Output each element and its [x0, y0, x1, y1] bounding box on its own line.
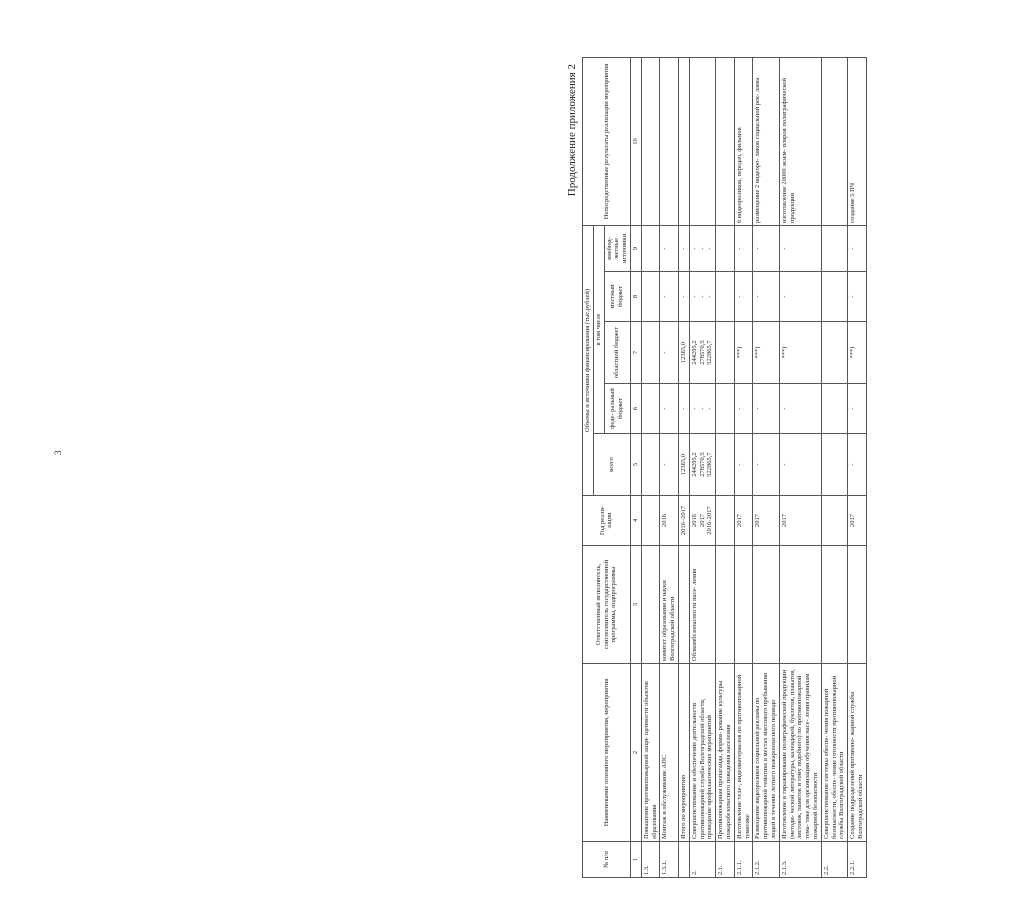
cell-total-line: - — [661, 463, 669, 466]
cell-num: 2.1.2. — [753, 842, 779, 878]
cell-federal — [821, 384, 847, 434]
cell-local — [753, 272, 779, 322]
cell-year — [821, 496, 847, 546]
cell-federal-line: - — [698, 407, 706, 410]
cell-num: 1.3.1. — [660, 842, 679, 878]
column-number: 10 — [630, 57, 641, 225]
cell-result: размещение 2 видеоро- ликов социальной рек- ламы — [753, 57, 779, 225]
program-table — [582, 57, 867, 878]
cell-year — [753, 496, 779, 546]
cell-regional — [734, 322, 753, 384]
cell-year-line: 2016 — [690, 514, 698, 527]
cell-federal — [753, 384, 779, 434]
cell-name: Монтаж и обслуживание АПС — [660, 664, 679, 842]
cell-year-line: 2017 — [849, 514, 857, 527]
cell-regional — [641, 322, 660, 384]
cell-federal-line: - — [690, 407, 698, 410]
cell-local — [716, 272, 735, 322]
cell-name: Изготовление и тиражирование полиграфической продукции (методи- ческой литературы, календарей, буклетов, плакатов, листовок, памяток и тому подобного) по противопожарной тема- тике для организации обучения насе- ления правилам пожарной безопасности — [779, 664, 821, 842]
table-row — [689, 57, 715, 877]
cell-local-line: - — [698, 295, 706, 298]
cell-executor — [678, 546, 689, 664]
cell-year-line: 2016-2017 — [706, 506, 714, 535]
table-row — [821, 57, 847, 877]
cell-regional-line: ***) — [754, 346, 762, 359]
header-executor: Ответственный исполнитель, соисполнитель государственной программы, подпрограммы — [583, 546, 631, 664]
cell-name: Итого по мероприятию — [678, 664, 689, 842]
cell-executor — [779, 546, 821, 664]
cell-local — [821, 272, 847, 322]
cell-regional — [716, 322, 735, 384]
header-funding: Объемы и источники финансирования (тыс.рублей) — [583, 225, 594, 495]
header-num: № п/п — [583, 842, 631, 878]
header-name: Наименование основного мероприятия, мероприятия — [583, 664, 631, 842]
cell-offbudget — [716, 225, 735, 271]
cell-total — [716, 434, 735, 496]
cell-year — [848, 496, 867, 546]
cell-offbudget-line: - — [690, 247, 698, 250]
cell-executor — [753, 546, 779, 664]
cell-total — [848, 434, 867, 496]
cell-num: 1.3. — [641, 842, 660, 878]
cell-executor: комитет образования и науки Волгоградской области — [660, 546, 679, 664]
cell-local-line: - — [780, 295, 788, 298]
cell-federal — [641, 384, 660, 434]
cell-offbudget-line: - — [706, 247, 714, 250]
cell-local-line: - — [735, 295, 743, 298]
cell-local — [689, 272, 715, 322]
cell-result — [716, 57, 735, 225]
cell-regional — [821, 322, 847, 384]
cell-total-line: 522865,7 — [706, 452, 714, 477]
cell-executor — [848, 546, 867, 664]
header-year: Год реали- зации — [583, 496, 631, 546]
cell-result — [678, 57, 689, 225]
cell-regional — [848, 322, 867, 384]
column-number: 8 — [630, 272, 641, 322]
cell-local-line: - — [754, 295, 762, 298]
cell-federal — [689, 384, 715, 434]
cell-result: изготовление 20000 экзем- пляров полиграфической продукции — [779, 57, 821, 225]
cell-result: 6 видеороликов, передач, фильмов — [734, 57, 753, 225]
cell-federal — [848, 384, 867, 434]
cell-regional — [660, 322, 679, 384]
cell-regional-line: ***) — [780, 346, 788, 359]
cell-name: Совершенствование и обеспечение деятельности противопожарной службы Волгоградской области, проведение профилактических мероприятий — [689, 664, 715, 842]
table-row — [660, 57, 679, 877]
cell-year-line: 2017 — [754, 514, 762, 527]
cell-total — [660, 434, 679, 496]
header-offbudget: внебюд- жетные источники — [604, 225, 630, 271]
cell-local — [779, 272, 821, 322]
cell-regional-line: - — [661, 351, 669, 354]
column-number: 1 — [630, 842, 641, 878]
cell-federal-line: - — [661, 407, 669, 410]
cell-result — [641, 57, 660, 225]
cell-local — [660, 272, 679, 322]
cell-num: 2.2.1. — [848, 842, 867, 878]
column-number: 9 — [630, 225, 641, 271]
cell-num: 2. — [689, 842, 715, 878]
table-row — [716, 57, 735, 877]
cell-total — [779, 434, 821, 496]
cell-num: 2.1.1. — [734, 842, 753, 878]
cell-executor — [716, 546, 735, 664]
cell-offbudget-line: - — [849, 247, 857, 250]
cell-year — [678, 496, 689, 546]
cell-regional-line: 12365,0 — [679, 341, 687, 364]
column-numbers-row — [630, 57, 641, 877]
cell-year — [716, 496, 735, 546]
cell-offbudget-line: - — [679, 247, 687, 250]
cell-name: Повышение противопожарной защи- щенности объектов образования — [641, 664, 660, 842]
cell-offbudget-line: - — [698, 247, 706, 250]
cell-executor — [734, 546, 753, 664]
header-federal: феде- ральный бюджет — [604, 384, 630, 434]
cell-regional-line: 244295,2 — [690, 340, 698, 365]
column-number: 6 — [630, 384, 641, 434]
cell-name: Совершенствование системы обеспе- чения пожарной безопасности, обеспе- чение готовности противопожарной службы Волгоградской области — [821, 664, 847, 842]
cell-name: Создание подразделений противопо- жарной службы Волгоградской области — [848, 664, 867, 842]
table-row — [779, 57, 821, 877]
cell-offbudget — [678, 225, 689, 271]
cell-federal-line: - — [780, 407, 788, 410]
cell-offbudget — [734, 225, 753, 271]
cell-federal — [678, 384, 689, 434]
cell-total — [689, 434, 715, 496]
cell-offbudget-line: - — [735, 247, 743, 250]
cell-regional-line: ***) — [849, 346, 857, 359]
cell-local — [678, 272, 689, 322]
cell-result — [821, 57, 847, 225]
table-row — [848, 57, 867, 877]
cell-name: Размещение видеороликов социальной рекламы по противопожарной тематике в местах массового пребывания людей в течение летнего пожароопасного периода — [753, 664, 779, 842]
cell-num: 2.1. — [716, 842, 735, 878]
cell-num: 2.1.3. — [779, 842, 821, 878]
cell-offbudget-line: - — [661, 247, 669, 250]
cell-total-line: - — [735, 463, 743, 466]
cell-federal — [716, 384, 735, 434]
cell-total-line: - — [780, 463, 788, 466]
cell-year-line: 2016 — [661, 514, 669, 527]
cell-result: создание 5 ПЧ — [848, 57, 867, 225]
cell-offbudget — [848, 225, 867, 271]
cell-regional — [689, 322, 715, 384]
cell-num: 2.2. — [821, 842, 847, 878]
column-number: 3 — [630, 546, 641, 664]
cell-name: Изготовление теле-, видеоматериалов по противопожарной тематике — [734, 664, 753, 842]
cell-result — [660, 57, 679, 225]
cell-year — [660, 496, 679, 546]
cell-regional-line: 278570,5 — [698, 340, 706, 365]
cell-num — [678, 842, 689, 878]
cell-local-line: - — [679, 295, 687, 298]
cell-regional — [779, 322, 821, 384]
cell-executor — [641, 546, 660, 664]
cell-name: Противопожарная пропаганда, форми- рование культуры пожаробезопасного поведения населения — [716, 664, 735, 842]
table-row — [753, 57, 779, 877]
cell-offbudget-line: - — [754, 247, 762, 250]
header-incl: в том числе — [593, 225, 604, 433]
cell-federal-line: - — [679, 407, 687, 410]
cell-offbudget — [779, 225, 821, 271]
cell-total — [641, 434, 660, 496]
cell-offbudget — [753, 225, 779, 271]
cell-total — [678, 434, 689, 496]
header-results: Непосредственные результаты реализации мероприятия — [583, 57, 631, 225]
cell-total-line: - — [754, 463, 762, 466]
cell-total — [753, 434, 779, 496]
cell-year-line: 2017 — [698, 514, 706, 527]
table-row — [641, 57, 660, 877]
cell-local — [734, 272, 753, 322]
cell-local-line: - — [849, 295, 857, 298]
cell-executor: Облкомбезопасности насе- ления — [689, 546, 715, 664]
cell-offbudget — [821, 225, 847, 271]
cell-year — [779, 496, 821, 546]
cell-year-line: 2016–2017 — [679, 505, 687, 536]
cell-year-line: 2017 — [780, 514, 788, 527]
header-local: местный бюджет — [604, 272, 630, 322]
table-row — [678, 57, 689, 877]
cell-federal-line: - — [849, 407, 857, 410]
cell-total-line: 244295,2 — [690, 452, 698, 477]
cell-local-line: - — [661, 295, 669, 298]
cell-federal — [660, 384, 679, 434]
cell-offbudget — [689, 225, 715, 271]
cell-executor — [821, 546, 847, 664]
cell-total — [734, 434, 753, 496]
cell-year-line: 2017 — [735, 514, 743, 527]
column-number: 7 — [630, 322, 641, 384]
cell-federal-line: - — [706, 407, 714, 410]
cell-total-line: - — [849, 463, 857, 466]
cell-total-line: 12365,0 — [679, 453, 687, 476]
cell-regional — [753, 322, 779, 384]
header-regional: областной бюджет — [604, 322, 630, 384]
table-row — [734, 57, 753, 877]
column-number: 4 — [630, 496, 641, 546]
cell-regional-line: ***) — [735, 346, 743, 359]
cell-local-line: - — [706, 295, 714, 298]
cell-local — [641, 272, 660, 322]
cell-regional — [678, 322, 689, 384]
cell-federal — [779, 384, 821, 434]
cell-year — [689, 496, 715, 546]
continuation-title: Продолжение приложения 2 — [566, 64, 578, 197]
cell-total-line: 278570,5 — [698, 452, 706, 477]
rotated-table-area — [566, 58, 1036, 878]
column-number: 2 — [630, 664, 641, 842]
cell-federal — [734, 384, 753, 434]
cell-federal-line: - — [735, 407, 743, 410]
header-total: всего — [593, 434, 630, 496]
cell-offbudget — [641, 225, 660, 271]
cell-federal-line: - — [754, 407, 762, 410]
cell-year — [734, 496, 753, 546]
cell-total — [821, 434, 847, 496]
cell-result — [689, 57, 715, 225]
cell-year — [641, 496, 660, 546]
cell-regional-line: 522865,7 — [706, 340, 714, 365]
cell-local — [848, 272, 867, 322]
cell-offbudget — [660, 225, 679, 271]
page-number: 3 — [53, 450, 63, 455]
cell-local-line: - — [690, 295, 698, 298]
cell-offbudget-line: - — [780, 247, 788, 250]
column-number: 5 — [630, 434, 641, 496]
